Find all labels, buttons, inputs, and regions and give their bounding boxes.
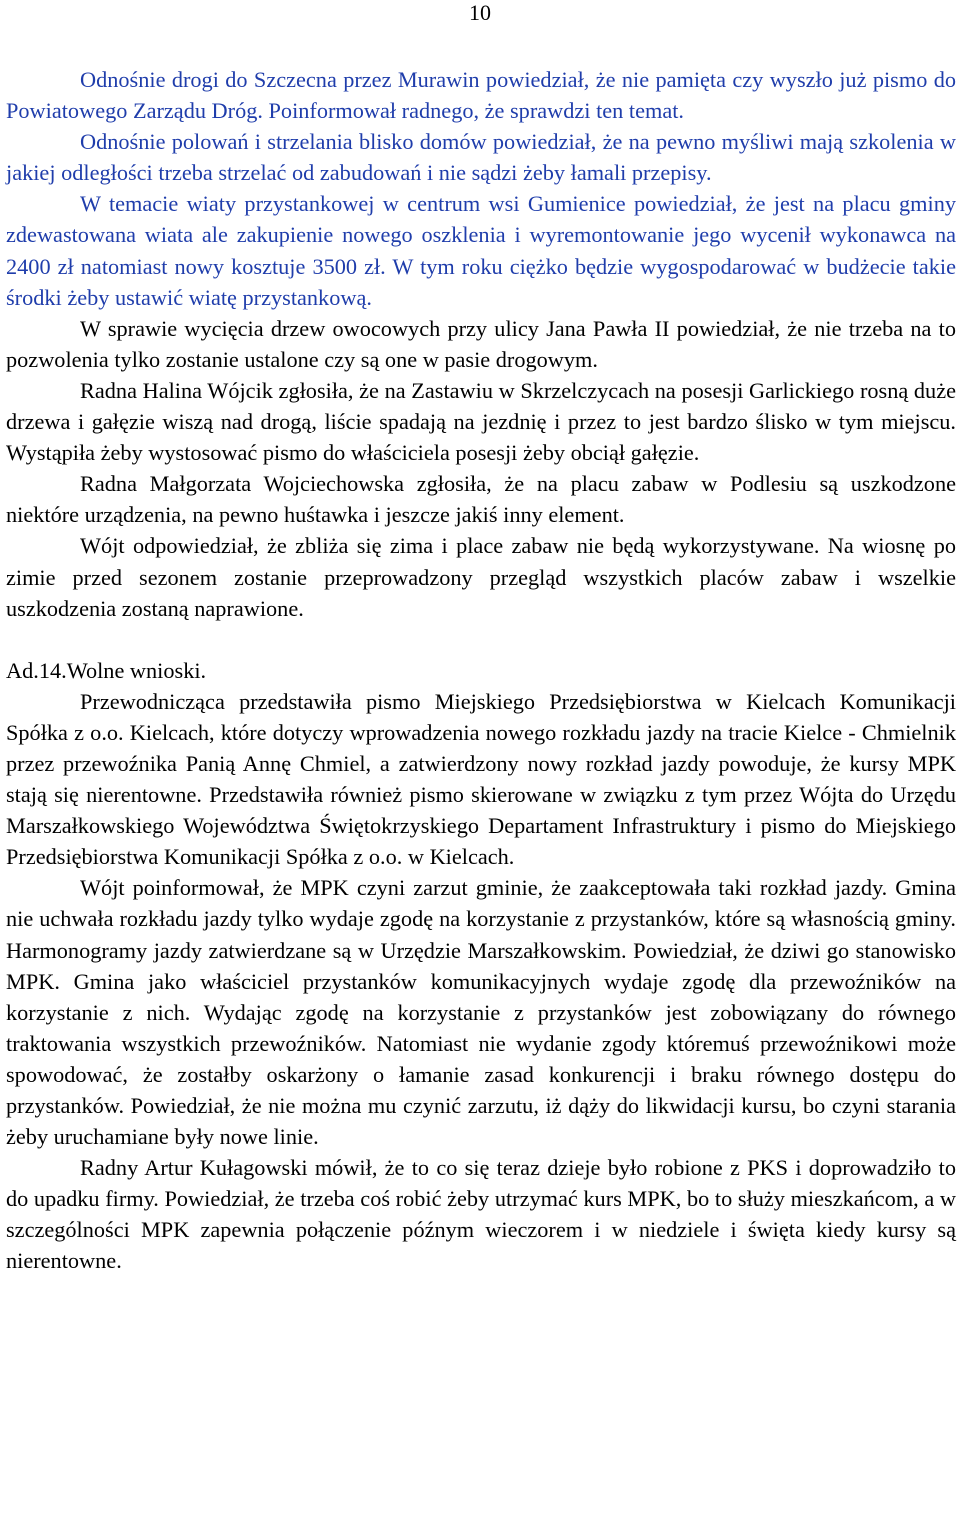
document-body: [6, 64, 956, 1277]
paragraph-bus-shelter: W temacie wiaty przystankowej w centrum wsi Gumienice powiedział, że jest na placu gminy zdewastowana wiata ale zakupienie nowego oszklenia i wyremontowanie jego wycenił wykonawca na 2400 zł natomiast nowy kosztuje 3500 zł. W tym roku ciężko będzie wygospodarować w budżecie takie środki żeby ustawić wiatę przystankową.: [6, 191, 956, 310]
paragraph-playgrounds-answer: Wójt odpowiedział, że zbliża się zima i place zabaw nie będą wykorzystywane. Na wiosnę po zimie przed sezonem zostanie przeprowadzony przegląd wszystkich placów zabaw i wszelkie uszkodzenia zostaną naprawione.: [6, 533, 956, 621]
page-number: 10: [469, 0, 491, 25]
paragraph-malgorzata-wojciechowska: Radna Małgorzata Wojciechowska zgłosiła, że na placu zabaw w Podlesiu są uszkodzone niektóre urządzenia, na pewno huśtawka i jeszcze jakiś inny element.: [6, 471, 956, 528]
paragraph-wojt-mpk: Wójt poinformował, że MPK czyni zarzut gminie, że zaakceptowała taki rozkład jazdy. Gmina nie uchwała rozkładu jazdy tylko wydaje zgodę na korzystanie z przystanków, które są własnością gminy. Harmonogramy jazdy zatwierdzane są w Urzędzie Marszałkowskim. Powiedział, że dziwi go stanowisko MPK. Gmina jako właściciel przystanków komunikacyjnych wydaje zgodę dla przewoźników na korzystanie z nich. Wydając zgodę na korzystanie z przystanków jest zobowiązany do równego traktowania wszystkich przewoźników. Natomiast nie wydanie zgody któremuś przewoźnikowi może spowodować, że zostałby oskarżony o łamanie zasad konkurencji i braku równego dostępu do przystanków. Powiedział, że nie można mu czynić zarzutu, iż dąży do likwidacji kursu, bo czyni starania żeby uruchamiane były nowe linie.: [6, 875, 956, 1150]
paragraph-mpk-letter: Przewodnicząca przedstawiła pismo Miejskiego Przedsiębiorstwa w Kielcach Komunikacji Spółka z o.o. Kielcach, które dotyczy wprowadzenia nowego rozkładu jazdy na tracie Kielce - Chmielnik przez przewoźnika Panią Annę Chmiel, a zatwierdzony nowy rozkład jazdy powoduje, że kursy MPK stają się nierentowne. Przedstawiła również pismo skierowane w związku z tym przez Wójta do Urzędu Marszałkowskiego Województwa Świętokrzyskiego Departament Infrastruktury i pismo do Miejskiego Przedsiębiorstwa Komunikacji Spółka z o.o. w Kielcach.: [6, 688, 956, 870]
paragraph-halina-wojcik: Radna Halina Wójcik zgłosiła, że na Zastawiu w Skrzelczycach na posesji Garlickiego rosną duże drzewa i gałęzie wiszą nad drogą, liście spadają na jezdnię i przez to jest bardzo ślisko w tym miejscu. Wystąpiła żeby wystosować pismo do właściciela posesji żeby obciął gałęzie.: [6, 377, 956, 466]
section-spacer: [6, 624, 956, 655]
paragraph-road-szczecno: Odnośnie drogi do Szczecna przez Murawin powiedział, że nie pamięta czy wyszło już pismo do Powiatowego Zarządu Dróg. Poinformował radnego, że sprawdzi ten temat.: [6, 67, 956, 124]
paragraph-artur-kulagowski: Radny Artur Kułagowski mówił, że to co się teraz dzieje było robione z PKS i doprowadziło to do upadku firmy. Powiedział, że trzeba coś robić żeby utrzymać kurs MPK, bo to służy mieszkańcom, a w szczególności MPK zapewnia połączenie późnym wieczorem i w niedziele i święta kiedy kursy są nierentowne.: [6, 1155, 956, 1274]
section-heading-ad14: Ad.14.Wolne wnioski.: [6, 657, 207, 683]
paragraph-fruit-trees: W sprawie wycięcia drzew owocowych przy ulicy Jana Pawła II powiedział, że nie trzeba na to pozwolenia tylko zostanie ustalone czy są one w pasie drogowym.: [6, 315, 956, 372]
paragraph-hunting: Odnośnie polowań i strzelania blisko domów powiedział, że na pewno myśliwi mają szkolenia w jakiej odległości trzeba strzelać od zabudowań i nie sądzi żeby łamali przepisy.: [6, 129, 956, 186]
